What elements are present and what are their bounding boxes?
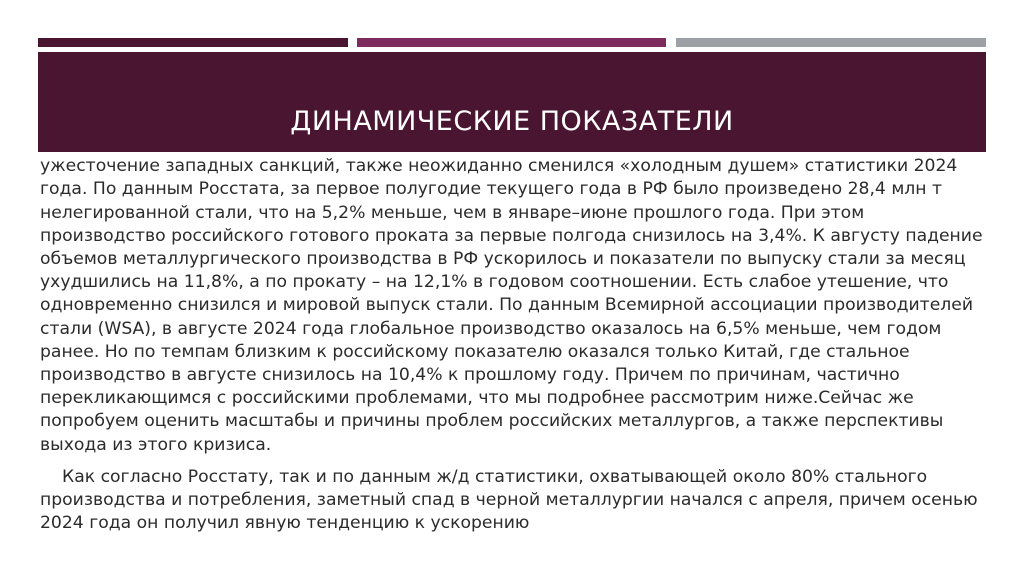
body-text (40, 132, 988, 535)
accent-stripe-gray (676, 38, 986, 47)
body-paragraph-1: ужесточение западных санкций, также неожиданно сменился «холодным душем» статистики 2024 года. По данным Росстата, за первое полугодие текущего года в РФ было произведено 28,4 млн т нелегированной стали, что на 5,2% меньше, чем в январе–июне прошлого года. При этом производство российского готового проката за первые полгода снизилось на 3,4%. К августу падение объемов металлургического производства в РФ ускорилось и показатели по выпуску стали за месяц ухудшились на 11,8%, а по прокату – на 12,1% в годовом соотношении. Есть слабое утешение, что одновременно снизился и мировой выпуск стали. По данным Всемирной ассоциации производителей стали (WSA), в августе 2024 года глобальное производство оказалось на 6,5% меньше, чем годом ранее. Но по темпам близким к российскому показателю оказался только Китай, где стальное производство в августе снизилось на 10,4% к прошлому году. Причем по причинам, частично перекликающимся с российскими проблемами, что мы подробнее рассмотрим ниже.Сейчас же попробуем оценить масштабы и причины проблем российских металлургов, а также перспективы выхода из этого кризиса. (40, 156, 983, 455)
accent-stripe-magenta (357, 38, 666, 47)
body-paragraph-2: Как согласно Росстату, так и по данным ж/д статистики, охватывающей около 80% стального производства и потребления, заметный спад в черной металлургии начался с апреля, причем осенью 2024 года он получил явную тенденцию к ускорению (40, 466, 978, 534)
slide-title: ДИНАМИЧЕСКИЕ ПОКАЗАТЕЛИ (290, 106, 734, 137)
accent-stripe-dark (38, 38, 348, 47)
title-bar (38, 52, 986, 152)
